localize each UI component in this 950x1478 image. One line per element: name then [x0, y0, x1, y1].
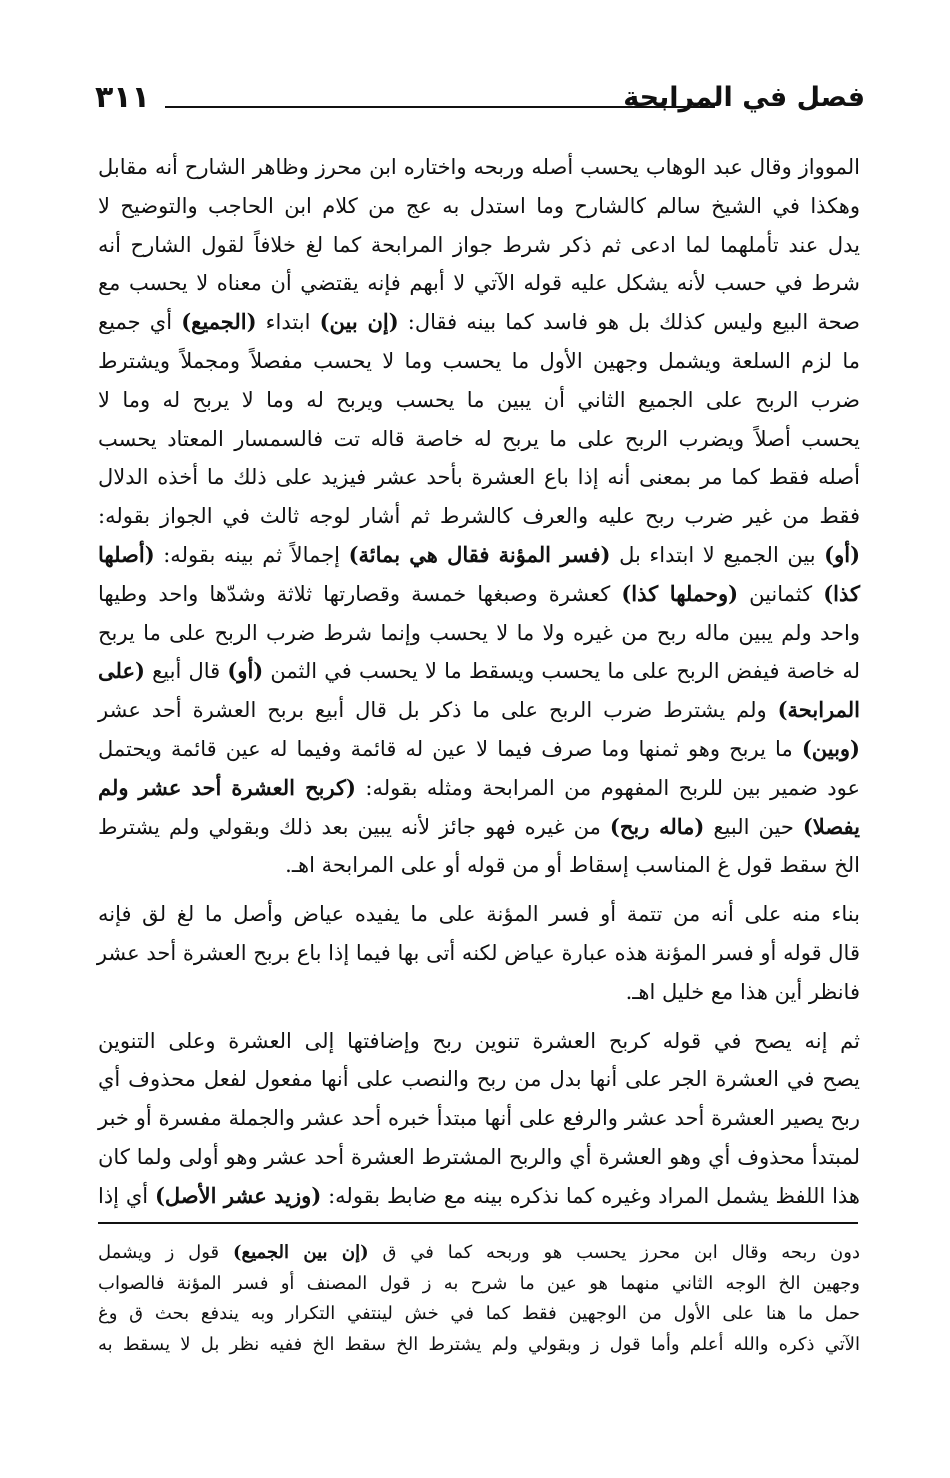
text-line: [98, 575, 860, 614]
text-run: ربح يصير العشرة أحد عشر والرفع على أنها مبتدأ خبره أحد عشر والجملة مفسرة أو خبر: [98, 1106, 860, 1131]
text-line: [98, 497, 860, 536]
text-line: [98, 264, 860, 303]
text-line: [98, 846, 860, 885]
text-line: [98, 1238, 860, 1269]
text-line: [98, 730, 860, 769]
text-line: [98, 1269, 860, 1300]
text-run: فانظر أين هذا مع خليل اهـ.: [625, 979, 860, 1004]
text-run: شرط في حسب لأنه يشكل عليه قوله الآتي لا أبهم فإنه يقتضي أن معناه لا يحسب مع: [98, 271, 860, 296]
text-run: ثم إنه يصح في قوله كربح العشرة تنوين ربح وإضافتها إلى العشرة وعلى التنوين: [98, 1028, 860, 1053]
text-run: بناء منه على أنه من تتمة أو فسر المؤنة على ما يفيده عياض وأصل ما لغ لق فإنه: [98, 902, 860, 927]
text-line: [98, 1060, 860, 1099]
text-run: عود ضمير بين للربح المفهوم من المرابحة ومثله بقوله:: [356, 775, 860, 800]
text-line: [98, 934, 860, 973]
text-run: قول ز ويشمل: [98, 1242, 233, 1263]
text-line: [98, 895, 860, 934]
text-line: [98, 1330, 860, 1361]
bold-matn-text: (وحملها كذا): [621, 580, 739, 606]
text-run: هذا اللفظ يشمل المراد وغيره كما نذكره بينه مع ضابط بقوله:: [321, 1183, 860, 1208]
bold-matn-text: (أصلها: [98, 541, 155, 567]
bold-matn-text: (فسر المؤنة فقال هي بمائة): [348, 541, 611, 567]
text-run: قال قوله أو فسر المؤنة هذه عبارة عياض لكنه أتى بها فيما إذا باع بربح العشرة أحد عشر: [96, 940, 860, 965]
text-run: له خاصة فيفض الربح على ما يحسب ويسقط ما لا يحسب في الثمن: [263, 659, 860, 684]
text-line: [98, 973, 860, 1012]
text-run: وهكذا في الشيخ سالم كالشارح وما استدل به عج من كلام ابن الحاجب والتوضيح لا: [98, 193, 860, 218]
bold-matn-text: (وبين): [801, 735, 860, 761]
text-line: [98, 1299, 860, 1330]
bold-matn-text: (إن بين الجميع): [232, 1242, 369, 1263]
text-run: الخ سقط قول غ المناسب إسقاط أو من قوله أو على المرابحة اهـ.: [285, 853, 860, 878]
bold-matn-text: كذا): [823, 580, 860, 606]
bold-matn-text: (على: [98, 658, 145, 684]
text-run: أي جميع: [98, 310, 182, 335]
text-line: [98, 691, 860, 730]
text-line: [98, 1138, 860, 1177]
bold-matn-text: (كربح العشرة أحد عشر ولم: [98, 774, 356, 800]
text-run: بين الجميع لا ابتداء بل: [610, 542, 825, 567]
text-line: [98, 420, 860, 459]
text-line: [98, 148, 860, 187]
footnote-rule: [98, 1222, 858, 1224]
text-run: يحسب أصلاً ويضرب الربح على ما يربح له خاصة قاله تت فالسمسار المعتاد يحسب: [98, 426, 860, 451]
text-line: [98, 381, 860, 420]
text-line: [98, 458, 860, 497]
text-line: [98, 614, 860, 653]
text-run: فقط من غير ضرب ربح عليه والعرف كالشرط ثم أشار لوجه ثالث في الجواز بقوله:: [98, 504, 860, 529]
paragraph: [98, 148, 860, 885]
text-run: إجمالاً ثم بينه بقوله:: [154, 542, 349, 567]
text-line: [98, 187, 860, 226]
text-run: يصح في العشرة الجر على أنها بدل من ربح والنصب على أنها مفعول لفعل محذوف أي: [98, 1067, 860, 1092]
text-run: ولم يشترط ضرب الربح على ما ذكر بل قال أبيع بربح العشرة أحد عشر: [98, 698, 778, 723]
paragraph: [98, 1022, 860, 1216]
text-run: من غيره فهو جائز لأنه يبين بعد ذلك وبقولي ولم يشترط: [98, 814, 610, 839]
text-run: أصله فقط كما مر بمعنى أنه إذا باع العشرة بأحد عشر فيزيد على ذلك ما أخذه الدلال: [98, 465, 860, 490]
text-run: واحد ولم يبين ماله ربح من غيره ولا ما لا يحسب وإنما شرط ضرب الربح على ما يربح: [98, 620, 860, 645]
bold-matn-text: (ماله ربح): [609, 813, 705, 839]
text-run: وجهين الخ الوجه الثاني منهما هو عين ما شرح به ز قول المصنف أو فسر المؤنة فالصواب: [98, 1272, 860, 1294]
bold-matn-text: (وزيد عشر الأصل): [154, 1182, 322, 1208]
header-rule: [165, 106, 715, 108]
bold-matn-text: المرابحة): [777, 697, 860, 723]
text-run: كثمانين: [738, 581, 824, 606]
text-line: [98, 652, 860, 691]
main-text: [98, 148, 860, 1226]
bold-matn-text: (إن بين): [319, 309, 399, 335]
text-line: [98, 342, 860, 381]
text-line: [98, 1099, 860, 1138]
bold-matn-text: يفصلا): [802, 813, 861, 839]
running-header: [95, 80, 865, 126]
text-line: [98, 1177, 860, 1216]
text-run: لمبتدأ محذوف أي وهو العشرة أي والربح المشترط العشرة أحد عشر وهو أولى ولما كان: [98, 1144, 860, 1169]
text-run: دون ربحه وقال ابن محرز يحسب هو وربحه كما في ق: [368, 1242, 860, 1263]
bold-matn-text: (أو): [824, 541, 861, 567]
text-line: [98, 808, 860, 847]
text-run: ابتداء: [256, 310, 320, 335]
text-line: [98, 769, 860, 808]
text-run: قال أبيع: [144, 659, 228, 684]
footnote: [98, 1238, 860, 1360]
bold-matn-text: (أو): [227, 658, 264, 684]
text-run: الموواز وقال عبد الوهاب يحسب أصله وربحه واختاره ابن محرز وظاهر الشارح أنه مقابل: [98, 155, 860, 179]
text-run: أي إذا: [98, 1183, 155, 1208]
text-run: يدل عند تأملهما لما ادعى ثم ذكر شرط جواز المرابحة كما لغ خلافاً لقول الشارح أنه: [98, 232, 860, 257]
text-line: [98, 1022, 860, 1061]
text-run: ما لزم السلعة ويشمل وجهين الأول ما يحسب وما لا يحسب مفصلاً ومجملاً ويشترط: [98, 348, 860, 373]
text-run: كعشرة وصبغها خمسة وقصارتها ثلاثة وشدّها واحد وطيها: [98, 581, 622, 606]
text-run: صحة البيع وليس كذلك بل هو فاسد كما بينه فقال:: [398, 310, 861, 335]
text-run: حين البيع: [704, 814, 803, 839]
page-number: ٣١١: [95, 80, 150, 115]
text-line: [98, 536, 860, 575]
bold-matn-text: (الجميع): [181, 309, 257, 335]
paragraph: [98, 895, 860, 1011]
text-run: ما يربح وهو ثمنها وما صرف فيما لا عين له قائمة وفيما له عين قائمة ويحتمل: [98, 736, 802, 761]
text-run: الآتي ذكره والله أعلم وأما قول ز وبقولي ولم يشترط الخ سقط الخ ففيه نظر بل لا يسقط به: [98, 1333, 860, 1355]
text-run: ضرب الربح على الجميع الثاني أن يبين ما يحسب ويربح له وما لا يربح له وما لا: [98, 387, 860, 412]
chapter-title: فصل في المرابحة: [623, 82, 865, 113]
text-run: حمل ما هنا على الأول من الوجهين فقط كما في خش لينتفي التكرار وبه يندفع بحث ق وغ: [98, 1303, 860, 1324]
text-line: [98, 226, 860, 265]
text-line: [98, 303, 860, 342]
